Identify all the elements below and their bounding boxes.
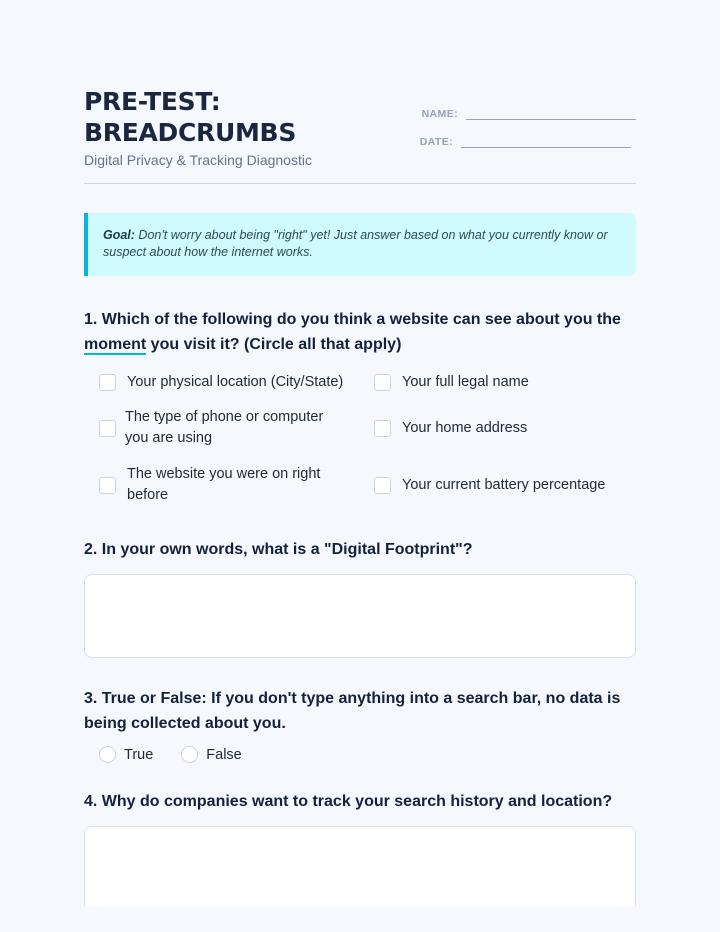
title-line-1: PRE-TEST:	[84, 87, 221, 116]
worksheet-header	[84, 86, 636, 184]
question-2: 2. In your own words, what is a "Digital Footprint"?	[84, 541, 473, 558]
option-label: Your physical location (City/State)	[127, 373, 344, 390]
question-1	[84, 307, 636, 357]
q2-answer-box[interactable]	[84, 574, 636, 658]
option-label: False	[206, 746, 242, 763]
q1-option-location[interactable]	[84, 367, 359, 397]
name-field[interactable]	[422, 106, 636, 120]
q1-option-battery[interactable]	[359, 459, 636, 511]
page-subtitle: Digital Privacy & Tracking Diagnostic	[84, 152, 312, 168]
radio-button[interactable]	[99, 746, 116, 763]
q1-option-device[interactable]	[84, 397, 359, 459]
radio-button[interactable]	[181, 746, 198, 763]
checkbox[interactable]	[374, 477, 391, 494]
q1-option-previous-site[interactable]	[84, 459, 359, 511]
option-label: Your current battery percentage	[402, 476, 606, 493]
q1-option-legal-name[interactable]	[359, 367, 636, 397]
question-3: 3. True or False: If you don't type anything into a search bar, no data is being collected about you.	[84, 690, 621, 732]
q4-answer-box[interactable]	[84, 826, 636, 906]
date-blank-line[interactable]	[461, 134, 631, 148]
option-label: Your full legal name	[402, 373, 529, 390]
goal-text: Don't worry about being "right" yet! Just answer based on what you currently know or suspect about how the internet works.	[103, 228, 608, 259]
checkbox[interactable]	[99, 420, 116, 437]
name-blank-line[interactable]	[466, 106, 636, 120]
q1-text-after: you visit it? (Circle all that apply)	[146, 336, 402, 353]
checkbox[interactable]	[99, 477, 116, 494]
q1-text-before: 1. Which of the following do you think a website can see about you the	[84, 311, 621, 328]
goal-label: Goal:	[103, 228, 135, 242]
q3-options	[84, 746, 636, 763]
name-label: NAME:	[421, 108, 458, 120]
q3-option-true[interactable]	[99, 746, 153, 763]
checkbox[interactable]	[99, 374, 116, 391]
title-line-2: BREADCRUMBS	[84, 118, 297, 147]
q1-options	[84, 367, 636, 511]
option-label: True	[124, 746, 154, 763]
date-field[interactable]	[420, 134, 636, 148]
q1-option-home-address[interactable]	[359, 397, 636, 459]
worksheet-page	[84, 86, 636, 906]
checkbox[interactable]	[374, 374, 391, 391]
q3-option-false[interactable]	[181, 746, 241, 763]
checkbox[interactable]	[374, 420, 391, 437]
question-4: 4. Why do companies want to track your search history and location?	[84, 793, 613, 810]
option-label: The type of phone or computer you are using	[125, 409, 324, 446]
option-label: Your home address	[402, 419, 528, 436]
q1-emphasis: moment	[84, 336, 147, 353]
date-label: DATE:	[419, 136, 453, 148]
goal-callout	[84, 213, 636, 276]
option-label: The website you were on right before	[127, 466, 321, 503]
